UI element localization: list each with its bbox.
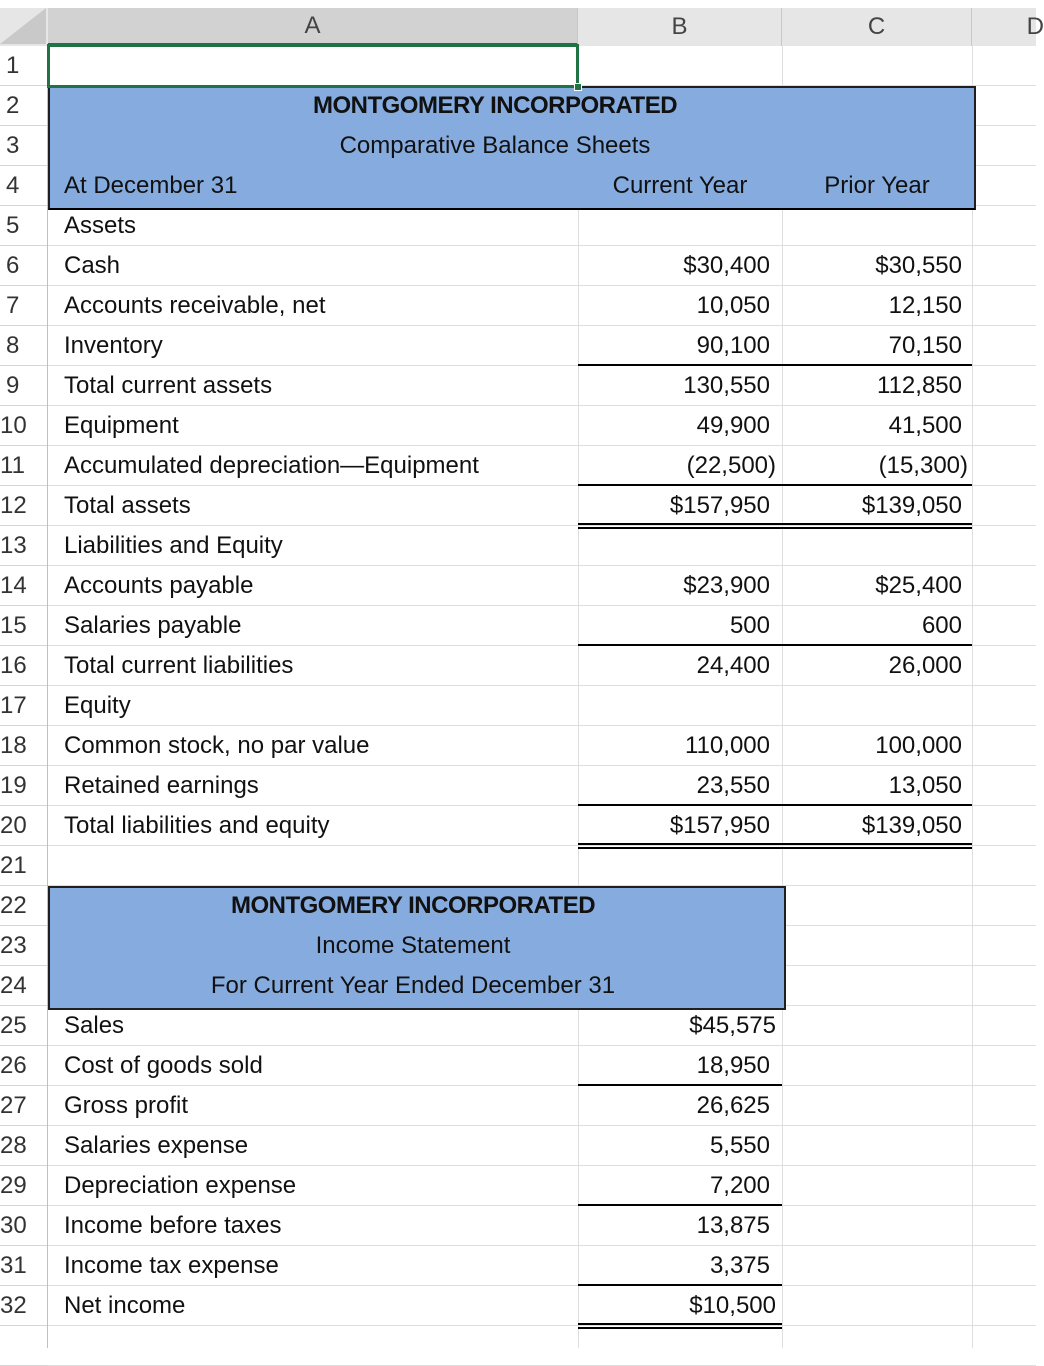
bs-row-label: Total liabilities and equity (64, 812, 330, 839)
row-header[interactable]: 9 (0, 366, 48, 406)
bs-prior-value: $30,550 (875, 252, 962, 279)
bs-prior-value (782, 526, 962, 566)
bs-row-label: Accumulated depreciation—Equipment (64, 452, 479, 479)
row-header[interactable]: 5 (0, 206, 48, 246)
is-value: 7,200 (709, 1172, 770, 1199)
bs-current-value (578, 526, 770, 566)
column-a-label: A (304, 11, 321, 39)
bs-current-value: $157,950 (669, 812, 770, 839)
bs-current-subtotal-line-1 (578, 364, 782, 366)
bs-row-label: Common stock, no par value (64, 732, 370, 759)
bs-prior-subtotal-line-1 (782, 364, 972, 366)
is-value: $10,500 (689, 1292, 776, 1319)
row-header[interactable]: 23 (0, 926, 48, 966)
bs-prior-value: 41,500 (888, 412, 962, 439)
row-header[interactable]: 32 (0, 1286, 48, 1326)
is-value: 26,625 (696, 1092, 770, 1119)
is-row-label: Income tax expense (64, 1252, 279, 1279)
column-b-label: B (671, 13, 688, 40)
column-c-label: C (867, 13, 886, 40)
column-header-a[interactable] (48, 8, 578, 46)
row-header[interactable]: 28 (0, 1126, 48, 1166)
income-statement-company: MONTGOMERY INCORPORATED (230, 892, 596, 919)
bs-prior-value: $25,400 (875, 572, 962, 599)
row-header[interactable]: 16 (0, 646, 48, 686)
row-header[interactable]: 26 (0, 1046, 48, 1086)
row-header[interactable]: 29 (0, 1166, 48, 1206)
is-value: $45,575 (689, 1012, 776, 1039)
bs-current-double-2a (578, 843, 782, 845)
row-header[interactable]: 11 (0, 446, 48, 486)
row-header[interactable]: 2 (0, 86, 48, 126)
bs-prior-value: 100,000 (875, 732, 962, 759)
bs-prior-double-1b (782, 527, 972, 529)
is-row-label: Income before taxes (64, 1212, 282, 1239)
balance-sheet-date-label: At December 31 (64, 172, 238, 199)
is-value: 18,950 (696, 1052, 770, 1079)
row-header[interactable]: 15 (0, 606, 48, 646)
row-header[interactable]: 31 (0, 1246, 48, 1286)
prior-year-header: Prior Year (824, 172, 930, 199)
bs-current-total-line (578, 484, 782, 486)
bs-prior-value: 13,050 (888, 772, 962, 799)
bs-row-label: Assets (64, 212, 137, 239)
bs-row-label: Salaries payable (64, 612, 242, 639)
income-statement-title: Income Statement (315, 932, 511, 959)
current-year-header: Current Year (612, 172, 748, 199)
column-header-c[interactable] (782, 8, 972, 46)
bs-row-label: Cash (64, 252, 121, 279)
bs-current-value: 24,400 (696, 652, 770, 679)
is-double-a (578, 1323, 782, 1325)
bs-prior-value: $139,050 (861, 812, 962, 839)
bs-current-value: 500 (729, 612, 770, 639)
bs-current-value (578, 206, 770, 246)
row-header[interactable]: 12 (0, 486, 48, 526)
is-row-label: Depreciation expense (64, 1172, 297, 1199)
bs-current-double-1b (578, 527, 782, 529)
bs-current-value: $23,900 (683, 572, 770, 599)
is-double-b (578, 1327, 782, 1329)
bs-prior-value: 70,150 (888, 332, 962, 359)
row-header[interactable]: 19 (0, 766, 48, 806)
is-row-label: Net income (64, 1292, 186, 1319)
bs-prior-value: 112,850 (877, 372, 962, 399)
row-header[interactable]: 17 (0, 686, 48, 726)
gridline-row (48, 1325, 1036, 1326)
row-header[interactable]: 14 (0, 566, 48, 606)
bs-current-value: $157,950 (669, 492, 770, 519)
is-tax-line (578, 1284, 782, 1286)
row-header[interactable]: 24 (0, 966, 48, 1006)
bs-current-value: 90,100 (696, 332, 770, 359)
bs-current-value (578, 686, 770, 726)
income-statement-period: For Current Year Ended December 31 (210, 972, 616, 999)
row-header[interactable]: 13 (0, 526, 48, 566)
bs-prior-total-line (782, 484, 972, 486)
bs-row-label: Retained earnings (64, 772, 259, 799)
bs-current-value: 130,550 (683, 372, 770, 399)
row-header[interactable]: 3 (0, 126, 48, 166)
bs-prior-value: $139,050 (861, 492, 962, 519)
bs-prior-liab-line (782, 644, 972, 646)
bs-prior-value: 600 (921, 612, 962, 639)
is-row-label: Gross profit (64, 1092, 189, 1119)
row-header[interactable]: 1 (0, 46, 48, 86)
column-header-d[interactable] (972, 8, 1044, 46)
row-header[interactable]: 22 (0, 886, 48, 926)
bs-prior-value (782, 206, 962, 246)
row-header[interactable]: 20 (0, 806, 48, 846)
bs-current-value: (22,500) (686, 452, 776, 479)
bs-prior-value: 12,150 (888, 292, 962, 319)
bs-prior-value: 26,000 (888, 652, 962, 679)
bs-row-label: Inventory (64, 332, 163, 359)
row-header[interactable]: 4 (0, 166, 48, 206)
bs-current-liab-line (578, 644, 782, 646)
bs-row-label: Liabilities and Equity (64, 532, 283, 559)
bs-row-label: Equipment (64, 412, 179, 439)
bs-current-double-2b (578, 847, 782, 849)
bs-row-label: Total current assets (64, 372, 273, 399)
bs-row-label: Accounts receivable, net (64, 292, 326, 319)
row-header-partial[interactable] (0, 1326, 48, 1366)
row-header[interactable]: 18 (0, 726, 48, 766)
row-header[interactable]: 30 (0, 1206, 48, 1246)
bs-prior-value (782, 686, 962, 726)
row-header[interactable]: 8 (0, 326, 48, 366)
bs-current-value: 10,050 (696, 292, 770, 319)
is-value: 13,875 (696, 1212, 770, 1239)
is-value: 5,550 (709, 1132, 770, 1159)
row-header[interactable]: 27 (0, 1086, 48, 1126)
row-header[interactable]: 10 (0, 406, 48, 446)
bs-current-equity-line (578, 804, 782, 806)
is-value: 3,375 (709, 1252, 770, 1279)
bs-row-label: Equity (64, 692, 131, 719)
bs-row-label: Total current liabilities (64, 652, 294, 679)
select-all-corner[interactable] (0, 8, 46, 44)
row-header[interactable]: 6 (0, 246, 48, 286)
bs-prior-double-2a (782, 843, 972, 845)
bs-prior-double-2b (782, 847, 972, 849)
is-gross-line (578, 1084, 782, 1086)
column-header-b[interactable] (578, 8, 782, 46)
bs-prior-value: (15,300) (878, 452, 968, 479)
bs-current-value: 49,900 (696, 412, 770, 439)
row-header[interactable]: 25 (0, 1006, 48, 1046)
gridline-col (972, 46, 973, 1348)
bs-prior-double-1a (782, 523, 972, 525)
bs-prior-equity-line (782, 804, 972, 806)
is-expenses-line (578, 1204, 782, 1206)
row-header[interactable]: 21 (0, 846, 48, 886)
bs-current-double-1a (578, 523, 782, 525)
balance-sheet-title: Comparative Balance Sheets (339, 132, 651, 159)
bs-current-value: $30,400 (683, 252, 770, 279)
bs-row-label: Accounts payable (64, 572, 254, 599)
is-row-label: Salaries expense (64, 1132, 249, 1159)
row-header[interactable]: 7 (0, 286, 48, 326)
selected-cell-a1[interactable] (47, 44, 579, 88)
is-row-label: Cost of goods sold (64, 1052, 263, 1079)
row-header-divider (47, 46, 48, 1348)
column-d-label: D (1026, 13, 1044, 40)
is-row-label: Sales (64, 1012, 125, 1039)
balance-sheet-company: MONTGOMERY INCORPORATED (312, 92, 678, 119)
bs-row-label: Total assets (64, 492, 191, 519)
bs-current-value: 23,550 (696, 772, 770, 799)
bs-current-value: 110,000 (685, 732, 770, 759)
